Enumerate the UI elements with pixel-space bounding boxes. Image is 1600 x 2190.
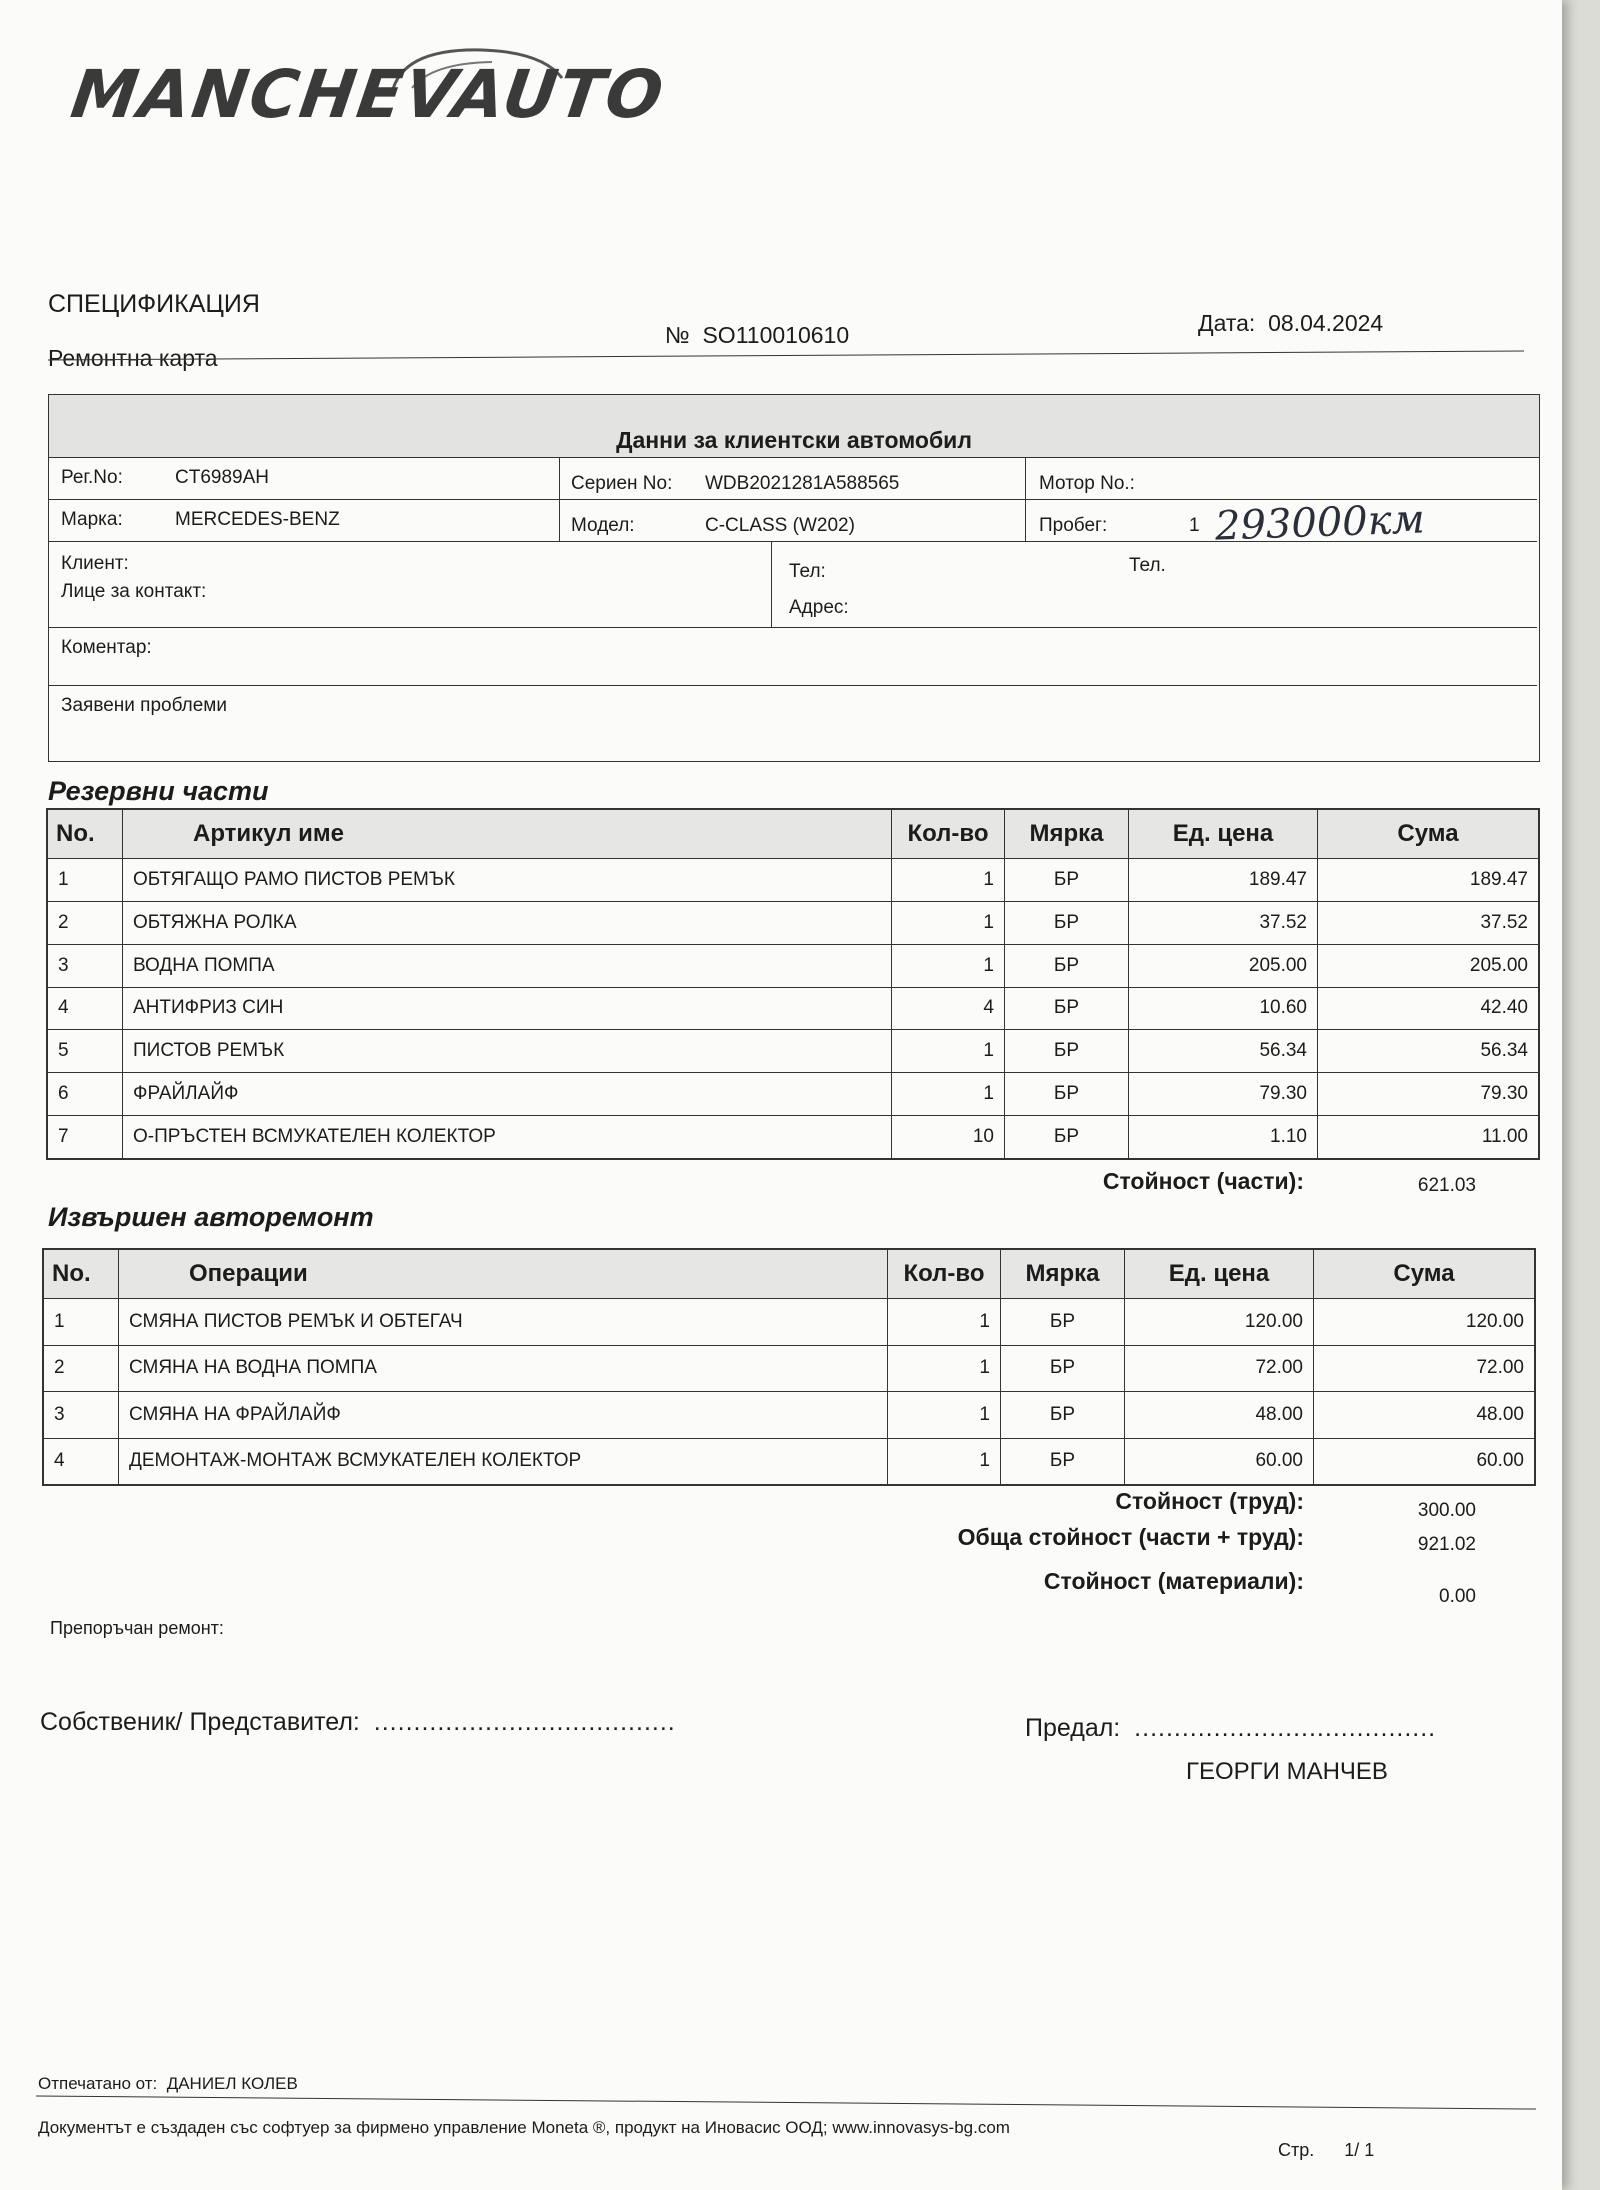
col-header-no: No.	[44, 1250, 119, 1299]
printed-by-value: ДАНИЕЛ КОЛЕВ	[166, 2074, 298, 2093]
cell-no: 2	[44, 1345, 119, 1392]
col-header-sum: Сума	[1318, 810, 1539, 859]
materials-total-label: Стойност (материали):	[1043, 1568, 1304, 1594]
table-row	[44, 1299, 1535, 1346]
software-note: Документът е създаден със софтуер за фирмено управление Moneta ®, продукт на Иновасис ООД; www.innovasys-bg.com	[38, 2118, 1010, 2137]
handed-name: ГЕОРГИ МАНЧЕВ	[1186, 1758, 1388, 1785]
cell-unit: БР	[1001, 1438, 1125, 1485]
customer-block-title: Данни за клиентски автомобил	[616, 427, 972, 453]
labor-total-label: Стойност (труд):	[1115, 1488, 1304, 1514]
document-date	[1198, 310, 1383, 337]
client-label: Клиент:	[61, 553, 129, 574]
cell-price: 60.00	[1125, 1438, 1314, 1485]
document-title: СПЕЦИФИКАЦИЯ	[48, 290, 260, 318]
cell-qty: 1	[892, 944, 1005, 987]
page-label: Стр.	[1278, 2140, 1315, 2160]
page-number	[1278, 2140, 1374, 2161]
cell-sum: 189.47	[1318, 859, 1539, 902]
recommended-repair-label: Препоръчан ремонт:	[50, 1618, 224, 1638]
col-header-price: Ед. цена	[1125, 1250, 1314, 1299]
col-header-price: Ед. цена	[1129, 810, 1318, 859]
printed-by	[38, 2074, 298, 2094]
cell-unit: БР	[1005, 901, 1129, 944]
document-number	[665, 322, 849, 349]
engine-label: Мотор No.:	[1039, 473, 1135, 494]
cell-no: 3	[48, 944, 123, 987]
table-row	[44, 1345, 1535, 1392]
cell-price: 1.10	[1129, 1116, 1318, 1159]
table-row	[48, 987, 1539, 1030]
cell-qty: 1	[888, 1438, 1001, 1485]
cell-name: ДЕМОНТАЖ-МОНТАЖ ВСМУКАТЕЛЕН КОЛЕКТОР	[119, 1438, 888, 1485]
address-label: Адрес:	[789, 597, 849, 618]
owner-label: Собственик/ Представител:	[40, 1708, 360, 1736]
cell-unit: БР	[1005, 1030, 1129, 1073]
cell-name: ВОДНА ПОМПА	[123, 944, 892, 987]
table-row	[44, 1392, 1535, 1439]
col-header-qty: Кол-во	[892, 810, 1005, 859]
contact-label: Лице за контакт:	[61, 581, 207, 602]
grand-total-value: 921.02	[1417, 1534, 1476, 1555]
cell-no: 1	[44, 1299, 119, 1346]
handed-signature	[1025, 1714, 1436, 1743]
model-label: Модел:	[571, 515, 635, 536]
handed-label: Предал:	[1025, 1714, 1121, 1742]
table-row	[48, 1073, 1539, 1116]
table-row	[48, 901, 1539, 944]
cell-name: ПИСТОВ РЕМЪК	[123, 1030, 892, 1073]
cell-qty: 1	[892, 859, 1005, 902]
problems-label: Заявени проблеми	[61, 695, 227, 716]
col-header-qty: Кол-во	[888, 1250, 1001, 1299]
handwritten-mileage: 293000км	[1214, 496, 1426, 550]
date-value: 08.04.2024	[1268, 310, 1384, 336]
cell-unit: БР	[1001, 1345, 1125, 1392]
tel-label: Тел:	[789, 561, 826, 582]
cell-price: 56.34	[1129, 1030, 1318, 1073]
mileage-printed-value: 1	[1189, 515, 1200, 536]
cell-sum: 42.40	[1318, 987, 1539, 1030]
document-number-value: SO110010610	[702, 322, 850, 348]
labor-total-value: 300.00	[1417, 1500, 1476, 1521]
cell-unit: БР	[1001, 1392, 1125, 1439]
cell-qty: 1	[888, 1345, 1001, 1392]
owner-signature	[40, 1708, 676, 1737]
grand-total-label: Обща стойност (части + труд):	[957, 1524, 1304, 1550]
owner-signature-line: ......................................	[373, 1708, 676, 1736]
cell-name: АНТИФРИЗ СИН	[123, 987, 892, 1030]
cell-sum: 205.00	[1318, 944, 1539, 987]
cell-name: СМЯНА НА ФРАЙЛАЙФ	[119, 1392, 888, 1439]
cell-unit: БР	[1005, 944, 1129, 987]
cell-no: 1	[48, 859, 123, 902]
cell-price: 189.47	[1129, 859, 1318, 902]
cell-no: 7	[48, 1116, 123, 1159]
cell-qty: 1	[892, 1030, 1005, 1073]
logo-text: MANCHEVAUTO	[66, 56, 670, 133]
cell-qty: 10	[892, 1116, 1005, 1159]
divider	[49, 627, 1537, 628]
cell-name: ОБТЯГАЩО РАМО ПИСТОВ РЕМЪК	[123, 859, 892, 902]
parts-total-value: 621.03	[1417, 1175, 1476, 1196]
cell-sum: 60.00	[1314, 1438, 1535, 1485]
cell-qty: 4	[892, 987, 1005, 1030]
cell-no: 4	[44, 1438, 119, 1485]
cell-qty: 1	[892, 901, 1005, 944]
table-row	[44, 1438, 1535, 1485]
cell-unit: БР	[1001, 1299, 1125, 1346]
printed-by-label: Отпечатано от:	[38, 2074, 158, 2093]
cell-price: 48.00	[1125, 1392, 1314, 1439]
table-row	[48, 1116, 1539, 1159]
cell-price: 79.30	[1129, 1073, 1318, 1116]
serial-label: Сериен No:	[571, 473, 673, 494]
reg-value: CT6989AH	[175, 467, 269, 488]
cell-sum: 11.00	[1318, 1116, 1539, 1159]
cell-sum: 72.00	[1314, 1345, 1535, 1392]
cell-qty: 1	[892, 1073, 1005, 1116]
table-row	[48, 859, 1539, 902]
make-label: Марка:	[61, 509, 123, 530]
labor-header-row	[44, 1250, 1535, 1299]
cell-price: 10.60	[1129, 987, 1318, 1030]
date-label: Дата:	[1198, 310, 1256, 336]
cell-sum: 56.34	[1318, 1030, 1539, 1073]
cell-price: 72.00	[1125, 1345, 1314, 1392]
cell-no: 5	[48, 1030, 123, 1073]
cell-sum: 79.30	[1318, 1073, 1539, 1116]
col-header-operations: Операции	[119, 1250, 888, 1299]
header-divider	[48, 350, 1524, 360]
col-header-unit: Мярка	[1005, 810, 1129, 859]
parts-table	[46, 808, 1540, 1160]
cell-unit: БР	[1005, 987, 1129, 1030]
reg-label: Рег.No:	[61, 467, 123, 488]
model-value: C-CLASS (W202)	[705, 515, 855, 536]
cell-no: 4	[48, 987, 123, 1030]
divider	[49, 685, 1537, 686]
cell-name: О-ПРЪСТЕН ВСМУКАТЕЛЕН КОЛЕКТОР	[123, 1116, 892, 1159]
cell-price: 37.52	[1129, 901, 1318, 944]
comment-label: Коментар:	[61, 637, 152, 658]
divider	[771, 541, 772, 627]
materials-total-value: 0.00	[1439, 1586, 1476, 1607]
table-row	[48, 944, 1539, 987]
parts-section-title: Резервни части	[48, 776, 269, 806]
cell-no: 2	[48, 901, 123, 944]
footer-divider	[36, 2095, 1536, 2109]
company-logo	[66, 38, 672, 158]
cell-price: 120.00	[1125, 1299, 1314, 1346]
cell-name: ФРАЙЛАЙФ	[123, 1073, 892, 1116]
document-number-label: №	[665, 322, 690, 348]
make-value: MERCEDES-BENZ	[175, 509, 340, 530]
parts-total-label: Стойност (части):	[1102, 1168, 1304, 1194]
cell-name: СМЯНА НА ВОДНА ПОМПА	[119, 1345, 888, 1392]
table-row	[48, 1030, 1539, 1073]
col-header-sum: Сума	[1314, 1250, 1535, 1299]
cell-sum: 37.52	[1318, 901, 1539, 944]
cell-sum: 120.00	[1314, 1299, 1535, 1346]
customer-block-header	[49, 395, 1539, 458]
col-header-name: Артикул име	[123, 810, 892, 859]
cell-unit: БР	[1005, 859, 1129, 902]
cell-name: ОБТЯЖНА РОЛКА	[123, 901, 892, 944]
mileage-label: Пробег:	[1039, 515, 1108, 536]
customer-vehicle-block	[48, 394, 1540, 762]
tel2-label: Тел.	[1129, 555, 1166, 576]
page-value: 1/ 1	[1344, 2140, 1375, 2160]
parts-header-row	[48, 810, 1539, 859]
serial-value: WDB2021281A588565	[705, 473, 900, 494]
cell-no: 3	[44, 1392, 119, 1439]
cell-price: 205.00	[1129, 944, 1318, 987]
labor-table	[42, 1248, 1536, 1486]
cell-sum: 48.00	[1314, 1392, 1535, 1439]
cell-name: СМЯНА ПИСТОВ РЕМЪК И ОБТЕГАЧ	[119, 1299, 888, 1346]
handed-signature-line: ......................................	[1134, 1714, 1437, 1742]
cell-unit: БР	[1005, 1073, 1129, 1116]
cell-qty: 1	[888, 1299, 1001, 1346]
cell-qty: 1	[888, 1392, 1001, 1439]
cell-unit: БР	[1005, 1116, 1129, 1159]
labor-section-title: Извършен авторемонт	[48, 1202, 374, 1232]
cell-no: 6	[48, 1073, 123, 1116]
col-header-unit: Мярка	[1001, 1250, 1125, 1299]
document-subtitle: Ремонтна карта	[48, 345, 218, 371]
col-header-no: No.	[48, 810, 123, 859]
